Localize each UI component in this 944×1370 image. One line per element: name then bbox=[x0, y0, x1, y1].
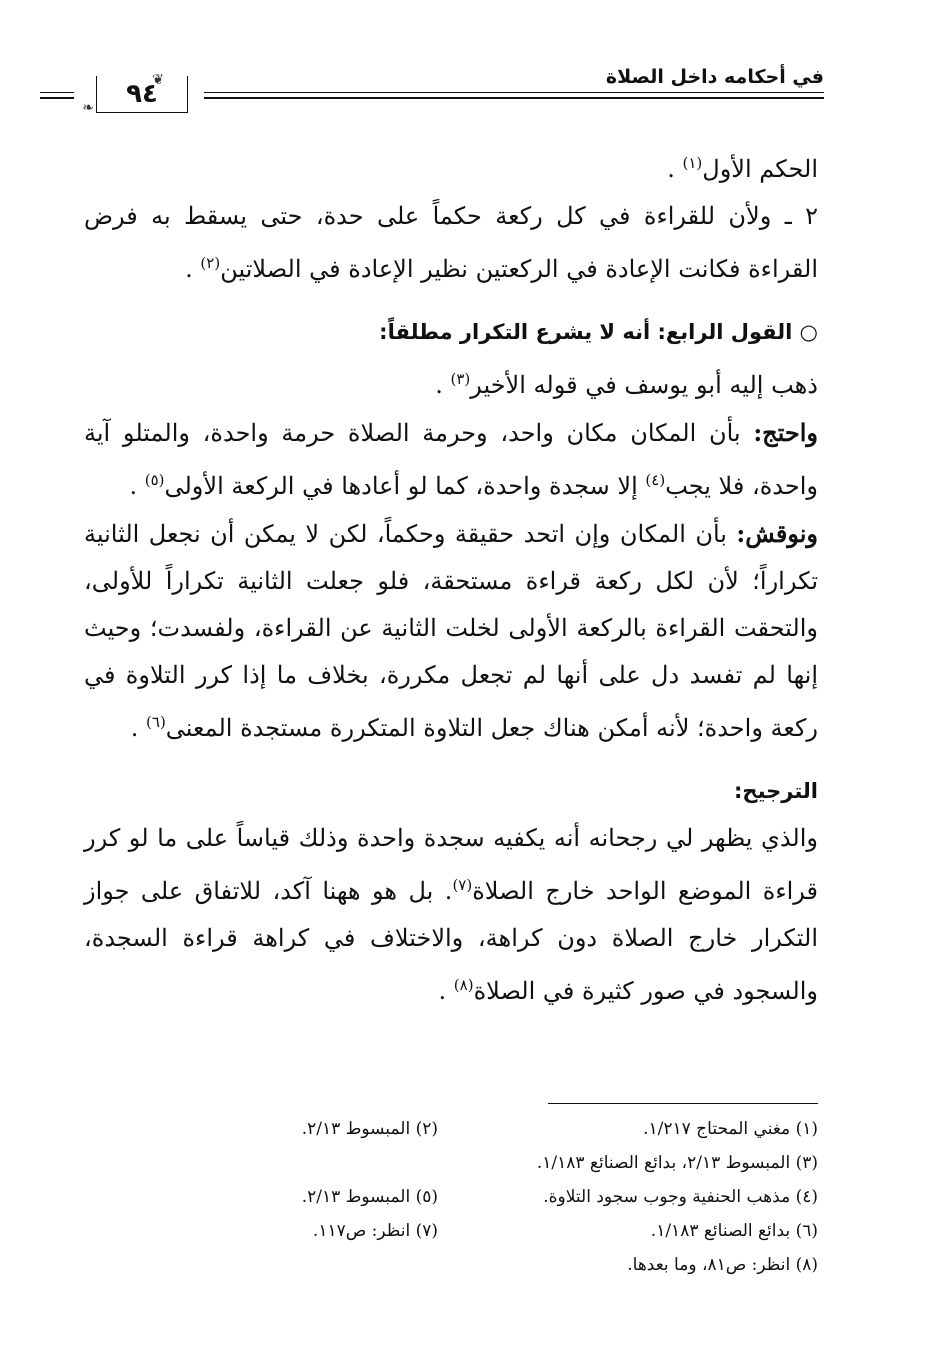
footnote-ref: (٨) bbox=[453, 976, 474, 994]
header-rule-left-thick bbox=[40, 97, 74, 99]
paragraph: واحتج: بأن المكان مكان واحد، وحرمة الصلاة حرمة واحدة، والمتلو آية واحدة، فلا يجب$^{(٤)}$ إلا سجدة واحدة، كما لو أعادها في الركعة الأولى$^{(٥)}$ . bbox=[84, 418, 818, 500]
paragraph: والذي يظهر لي رجحانه أنه يكفيه سجدة واحدة وذلك قياساً على ما لو كرر قراءة الموضع الواحد خارج الصلاة$^{(٧)}$. بل هو ههنا آكد، للاتفاق على جواز التكرار خارج الصلاة دون كراهة، والاختلاف في كراهة قراءة السجدة، والسجود في صور كثيرة في الصلاة$^{(٨)}$ . bbox=[84, 824, 818, 1005]
footnotes bbox=[198, 1112, 818, 1282]
main-text bbox=[84, 140, 818, 1015]
footnote: (٦) بدائع الصنائع ١/١٨٣. bbox=[650, 1221, 818, 1241]
footnote-ref: (٦) bbox=[146, 713, 166, 731]
footnote-ref: (١) bbox=[682, 154, 703, 172]
footnote: (٥) المبسوط ٢/١٣. bbox=[301, 1187, 438, 1207]
section-heading: ○ القول الرابع: أنه لا يشرع التكرار مطلقاً: bbox=[379, 320, 818, 344]
header-rule-left bbox=[40, 92, 74, 93]
paragraph: ٢ ـ ولأن للقراءة في كل ركعة حكماً على حدة، حتى يسقط به فرض القراءة فكانت الإعادة في الركعتين نظير الإعادة في الصلاتين$^{(٢)}$ . bbox=[84, 202, 818, 283]
footnote-divider bbox=[548, 1103, 818, 1104]
footnote-ref: (٢) bbox=[200, 254, 221, 272]
ornament-icon: ❧ bbox=[82, 100, 94, 116]
footnote: (٣) المبسوط ٢/١٣، بدائع الصنائع ١/١٨٣. bbox=[536, 1153, 818, 1173]
running-title: في أحكامه داخل الصلاة bbox=[605, 66, 824, 88]
paragraph: ونوقش: بأن المكان وإن اتحد حقيقة وحكماً، لكن لا يمكن أن نجعل الثانية تكراراً؛ لأن لكل ركعة قراءة مستحقة، فلو جعلت الثانية تكراراً للأولى، والتحقت القراءة بالركعة الأولى لخلت الثانية عن القراءة، ولفسدت؛ وحيث إنها لم تفسد دل على أنها لم تجعل مكررة، بخلاف ما إذا كرر التلاوة في ركعة واحدة؛ لأنه أمكن هناك جعل التلاوة المتكررة مستجدة المعنى$^{(٦)}$ . bbox=[84, 519, 819, 742]
footnote: (٤) مذهب الحنفية وجوب سجود التلاوة. bbox=[543, 1187, 818, 1207]
page-header bbox=[80, 60, 824, 120]
paragraph: ذهب إليه أبو يوسف في قوله الأخير$^{(٣)}$ . bbox=[435, 370, 818, 399]
footnote: (١) مغني المحتاج ١/٢١٧. bbox=[643, 1119, 818, 1139]
page-number: ٩٤ bbox=[96, 76, 188, 113]
footnote-ref: (٥) bbox=[144, 471, 165, 489]
argument-label: واحتج: bbox=[753, 418, 818, 447]
rebuttal-label: ونوقش: bbox=[736, 519, 818, 548]
ornament-icon: ❦ bbox=[152, 72, 164, 88]
footnote-ref: (٤) bbox=[645, 471, 666, 489]
section-heading: الترجيح: bbox=[734, 779, 818, 803]
footnote-ref: (٧) bbox=[452, 876, 473, 894]
header-rule-thick bbox=[204, 97, 824, 99]
paragraph: الحكم الأول$^{(١)}$ . bbox=[667, 154, 818, 183]
header-rule bbox=[204, 92, 824, 93]
footnote: (٨) انظر: ص٨١، وما بعدها. bbox=[627, 1255, 818, 1275]
footnote: (٢) المبسوط ٢/١٣. bbox=[301, 1119, 438, 1139]
footnote-ref: (٣) bbox=[450, 370, 471, 388]
footnote: (٧) انظر: ص١١٧. bbox=[312, 1221, 438, 1241]
